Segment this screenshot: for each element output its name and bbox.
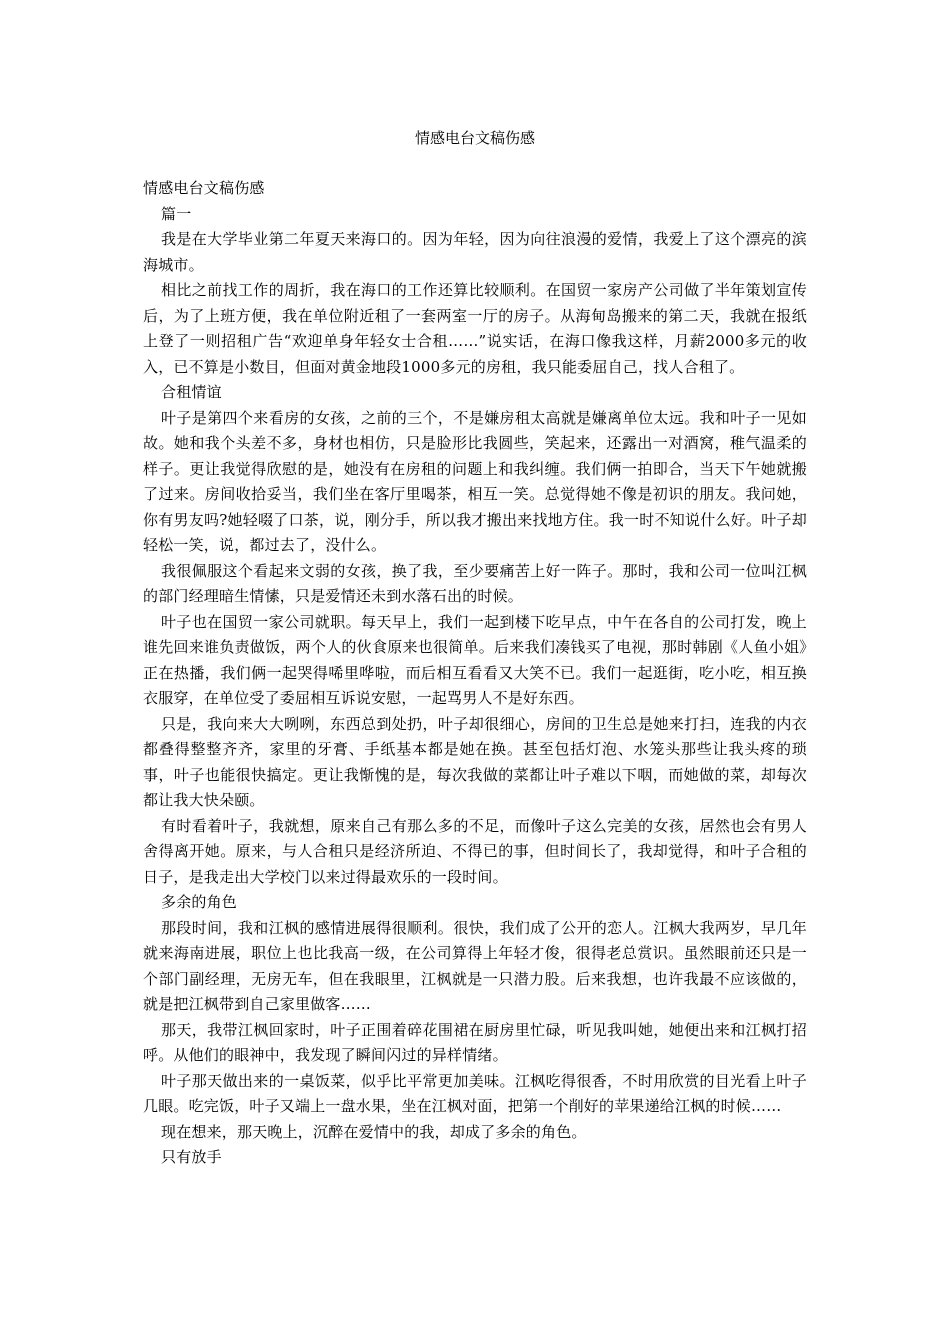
body-paragraph: 叶子也在国贸一家公司就职。每天早上，我们一起到楼下吃早点，中午在各自的公司打发，晚上谁先回来谁负责做饭，两个人的伙食原来也很简单。后来我们凑钱买了电视，那时韩剧《人鱼小姐》正在热播，我们俩一起哭得唏里哗啦，而后相互看看又大笑不已。我们一起逛街，吃小吃，相互换衣服穿，在单位受了委屈相互诉说安慰，一起骂男人不是好东西。 bbox=[143, 612, 807, 707]
body-paragraph: 那天，我带江枫回家时，叶子正围着碎花围裙在厨房里忙碌，听见我叫她，她便出来和江枫打招呼。从他们的眼神中，我发现了瞬间闪过的异样情绪。 bbox=[143, 1020, 807, 1064]
body-paragraph: 我很佩服这个看起来文弱的女孩，换了我，至少要痛苦上好一阵子。那时，我和公司一位叫江枫的部门经理暗生情愫，只是爱情还未到水落石出的时候。 bbox=[143, 561, 807, 605]
body-heading: 情感电台文稿伤感 bbox=[143, 179, 265, 197]
document-body bbox=[143, 176, 807, 1171]
body-paragraph: 只有放手 bbox=[161, 1148, 222, 1166]
body-paragraph: 现在想来，那天晚上，沉醉在爱情中的我，却成了多余的角色。 bbox=[161, 1122, 587, 1141]
body-paragraph: 我是在大学毕业第二年夏天来海口的。因为年轻，因为向往浪漫的爱情，我爱上了这个漂亮的滨海城市。 bbox=[143, 230, 807, 274]
body-paragraph: 叶子那天做出来的一桌饭菜，似乎比平常更加美味。江枫吃得很香，不时用欣赏的目光看上叶子几眼。吃完饭，叶子又端上一盘水果，坐在江枫对面，把第一个削好的苹果递给江枫的时候…… bbox=[143, 1071, 807, 1115]
document-title: 情感电台文稿伤感 bbox=[414, 129, 535, 147]
body-paragraph: 有时看着叶子，我就想，原来自己有那么多的不足，而像叶子这么完美的女孩，居然也会有男人舍得离开她。原来，与人合租只是经济所迫、不得已的事，但时间长了，我却觉得，和叶子合租的日子，是我走出大学校门以来过得最欢乐的一段时间。 bbox=[143, 816, 807, 886]
body-paragraph: 那段时间，我和江枫的感情进展得很顺利。很快，我们成了公开的恋人。江枫大我两岁，早几年就来海南进展，职位上也比我高一级，在公司算得上年轻才俊，很得老总赏识。虽然眼前还只是一个部门副经理，无房无车，但在我眼里，江枫就是一只潜力股。后来我想，也许我最不应该做的，就是把江枫带到自己家里做客…… bbox=[143, 918, 807, 1013]
body-paragraph: 多余的角色 bbox=[161, 893, 238, 911]
body-paragraph: 叶子是第四个来看房的女孩，之前的三个，不是嫌房租太高就是嫌离单位太远。我和叶子一见如故。她和我个头差不多，身材也相仿，只是脸形比我圆些，笑起来，还露出一对酒窝，稚气温柔的样子。更让我觉得欣慰的是，她没有在房租的问题上和我纠缠。我们俩一拍即合，当天下午她就搬了过来。房间收拾妥当，我们坐在客厅里喝茶，相互一笑。总觉得她不像是初识的朋友。我问她，你有男友吗?她轻啜了口茶，说，刚分手，所以我才搬出来找地方住。我一时不知说什么好。叶子却轻松一笑，说，都过去了，没什么。 bbox=[143, 408, 807, 554]
body-paragraph: 篇一 bbox=[161, 204, 192, 223]
body-paragraph: 相比之前找工作的周折，我在海口的工作还算比较顺利。在国贸一家房产公司做了半年策划宣传后，为了上班方便，我在单位附近租了一套两室一厅的房子。从海甸岛搬来的第二天，我就在报纸上登了一则招租广告“欢迎单身年轻女士合租……”说实话，在海口像我这样，月薪2000多元的收入，已不算是小数目，但面对黄金地段1000多元的房租，我只能委屈自己，找人合租了。 bbox=[143, 281, 807, 376]
body-paragraph: 合租情谊 bbox=[161, 383, 222, 401]
body-paragraph: 只是，我向来大大咧咧，东西总到处扔，叶子却很细心，房间的卫生总是她来打扫，连我的内衣都叠得整整齐齐，家里的牙膏、手纸基本都是她在换。甚至包括灯泡、水笼头那些让我头疼的琐事，叶子也能很快搞定。更让我惭愧的是，每次我做的菜都让叶子难以下咽，而她做的菜，却每次都让我大快朵颐。 bbox=[143, 714, 807, 809]
